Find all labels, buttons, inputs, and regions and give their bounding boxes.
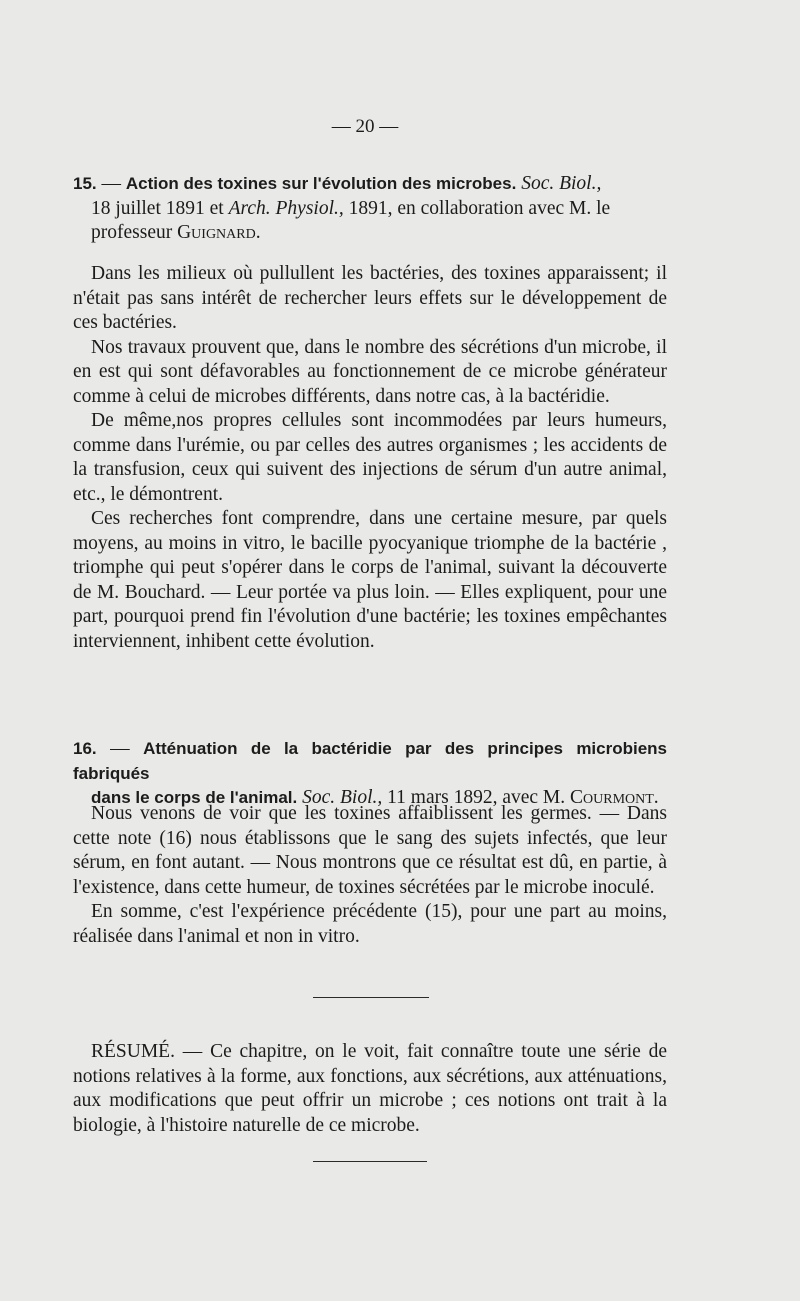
- entry-15-citation: Soc. Biol.,: [521, 173, 602, 194]
- entry-15-title: Action des toxines sur l'évolution des microbes.: [125, 174, 517, 193]
- paragraph: Dans les milieux où pullullent les bactéries, des toxines apparaissent; il n'était pas sans intérêt de rechercher leurs effets sur le développement de ces bactéries.: [73, 263, 667, 333]
- resume-section: [73, 1040, 667, 1138]
- section-16-body: [73, 802, 667, 949]
- entry-15-date: 18 juillet 1891 et: [91, 197, 224, 219]
- entry-16-collaborator: Courmont.: [570, 787, 659, 808]
- entry-15-collab-text: 1891, en collaboration avec M. le: [348, 197, 611, 219]
- entry-15-journal: Arch. Physiol.,: [228, 197, 344, 219]
- page-number: — 20 —: [331, 116, 399, 137]
- entry-16-dash: —: [110, 738, 130, 759]
- entry-16-heading: [73, 737, 667, 811]
- resume-label: RÉSUMÉ.: [91, 1041, 175, 1062]
- paragraph: En somme, c'est l'expérience précédente (15), pour une part au moins, réalisée dans l'animal et non in vitro.: [73, 901, 667, 947]
- paragraph: Nos travaux prouvent que, dans le nombre des sécrétions d'un microbe, il en est qui sont défavorables au fonctionnement de ce microbe générateur comme à celui de microbes différents, dans notre cas, à la bactéridie.: [73, 336, 667, 407]
- paragraph: De même,nos propres cellules sont incommodées par leurs humeurs, comme dans l'urémie, ou par celles des autres organismes ; les accidents de la transfusion, ceux qui suivent des injections de sérum d'un autre animal, etc., le démontrent.: [73, 410, 667, 505]
- entry-16-title-line2: dans le corps de l'animal.: [91, 788, 298, 807]
- entry-15-dash: —: [101, 173, 122, 194]
- resume-text: — Ce chapitre, on le voit, fait connaître toute une série de notions relatives à la forme, aux fonctions, aux sécrétions, aux atténuations, aux modifications que peut offrir un microbe ; ces notions ont trait à la biologie, à l'histoire naturelle de ce microbe.: [73, 1041, 667, 1136]
- entry-16-citation: Soc. Biol.,: [302, 787, 383, 808]
- entry-15-heading: [73, 172, 667, 246]
- paragraph: Nous venons de voir que les toxines affaiblissent les germes. — Dans cette note (16) nous établissons que le sang des sujets infectés, que leur sérum, en font autant. — Nous montrons que ce résultat est dû, en partie, à l'existence, dans cette humeur, de toxines sécrétées par le microbe inoculé.: [73, 803, 667, 898]
- entry-16-number: 16.: [73, 739, 97, 758]
- entry-15-collaborator: Guignard.: [177, 222, 261, 243]
- entry-16-title-line1: Atténuation de la bactéridie par des principes microbiens fabriqués: [73, 739, 668, 783]
- end-divider: [313, 1161, 427, 1162]
- paragraph: Ces recherches font comprendre, dans une certaine mesure, par quels moyens, au moins in vitro, le bacille pyocyanique triomphe de la bactérie , triomphe qui peut s'opérer dans le corps de l'animal, suivant la découverte de M. Bouchard. — Leur portée va plus loin. — Elles expliquent, pour une part, pourquoi prend fin l'évolution d'une bactérie; les toxines empêchantes interviennent, inhibent cette évolution.: [73, 508, 667, 652]
- entry-16-date: 11 mars 1892, avec M.: [387, 787, 566, 808]
- section-15-body: [73, 262, 667, 654]
- section-divider: [313, 997, 429, 998]
- entry-15-professor: professeur: [91, 222, 173, 243]
- entry-15-number: 15.: [73, 174, 97, 193]
